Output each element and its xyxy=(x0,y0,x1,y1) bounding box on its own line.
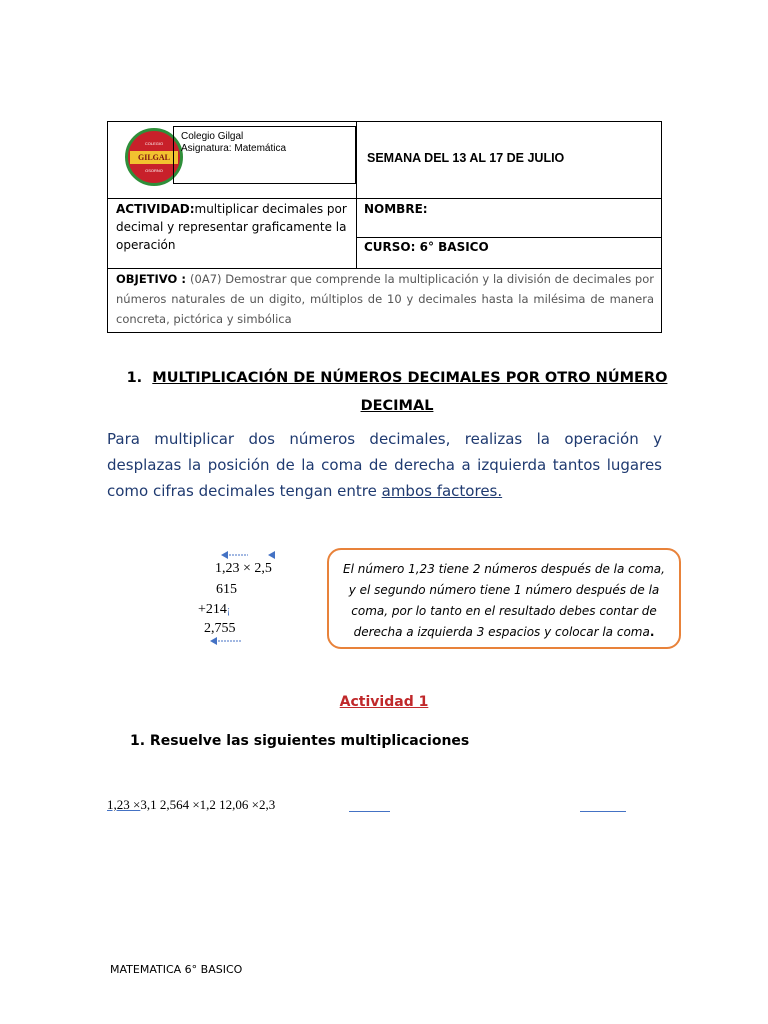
activity-label: ACTIVIDAD: xyxy=(116,202,195,216)
example-line-2: 615 xyxy=(216,582,237,597)
example-line-4: 2,755 xyxy=(204,621,236,636)
table-divider-row1 xyxy=(108,198,661,199)
answer-blank-2[interactable] xyxy=(580,811,626,812)
subject-label: Asignatura: Matemática xyxy=(181,143,287,154)
activity-cell xyxy=(116,200,348,254)
result-arrow-icon xyxy=(208,636,244,646)
intro-underlined: ambos factores. xyxy=(381,482,503,500)
week-label: SEMANA DEL 13 AL 17 DE JULIO xyxy=(367,151,565,165)
objective-body: (0A7) Demostrar que comprende la multiplicación y la división de decimales por números naturales de un digito, múltiplos de 10 y decimales hasta la milésima de manera concreta, pictórica y simbólica xyxy=(116,272,654,326)
answer-blank-1[interactable] xyxy=(349,811,390,812)
header-table xyxy=(107,121,662,333)
activity-text: multiplicar decimales por decimal y representar graficamente la operación xyxy=(116,202,347,252)
example-line-3-mark: ¡ xyxy=(226,605,231,616)
example-line-3-value: +214 xyxy=(198,602,227,617)
logo-text-band: GILGAL xyxy=(130,151,178,164)
activity-title: Actividad 1 xyxy=(339,694,429,710)
decimal-arrows-icon xyxy=(218,548,282,562)
exercise-rest: 3,1 2,564 ×1,2 12,06 ×2,3 xyxy=(140,797,276,812)
example-line-1: 1,23 × 2,5 xyxy=(215,561,272,576)
explanation-callout xyxy=(327,548,681,649)
page-footer: MATEMATICA 6° BASICO xyxy=(110,963,243,976)
logo-text-bottom: OSORNO xyxy=(145,168,163,173)
intro-text: Para multiplicar dos números decimales, realizas la operación y desplazas la posición de la coma de derecha a izquierda tantos lugares como cifras decimales tengan entre xyxy=(107,430,662,500)
section-title-text: MULTIPLICACIÓN DE NÚMEROS DECIMALES POR OTRO NÚMERO DECIMAL xyxy=(152,370,668,414)
table-divider-vertical xyxy=(356,122,357,268)
callout-text: El número 1,23 tiene 2 números después de la coma, y el segundo número tiene 1 número después de la coma, por lo tanto en el resultado debes contar de derecha a izquierda 3 espacios y colocar la coma xyxy=(343,562,665,639)
section-number: 1. xyxy=(126,370,143,386)
school-name: Colegio Gilgal xyxy=(181,131,244,142)
section-title xyxy=(100,364,694,420)
course-label: CURSO: 6° BASICO xyxy=(364,240,489,254)
school-info-box xyxy=(173,126,356,184)
name-label: NOMBRE: xyxy=(364,202,428,216)
example-line-3 xyxy=(198,602,230,618)
objective-label: OBJETIVO : xyxy=(116,272,191,286)
callout-end: . xyxy=(649,625,655,639)
intro-paragraph xyxy=(107,426,662,504)
exercise-list xyxy=(107,797,275,813)
objective-text xyxy=(116,269,654,329)
logo-text-top: COLEGIO xyxy=(144,141,164,146)
activity-instruction: 1. Resuelve las siguientes multiplicaciones xyxy=(130,733,470,749)
exercise-first: 1,23 × xyxy=(107,797,141,812)
